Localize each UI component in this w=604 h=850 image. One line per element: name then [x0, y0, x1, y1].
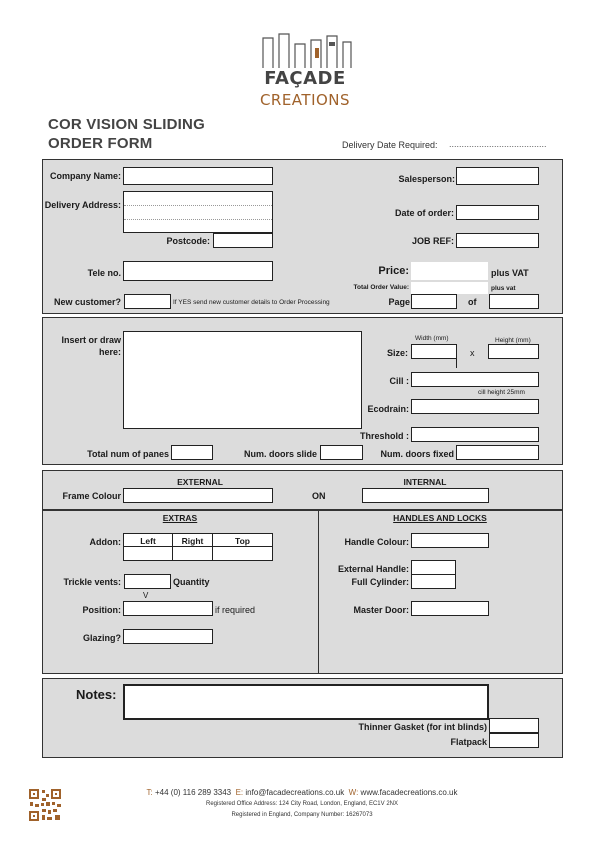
insert-draw-label-1: Insert or draw — [61, 335, 121, 345]
ecodrain-label: Ecodrain: — [367, 404, 409, 414]
addon-col-right: Right — [181, 536, 204, 546]
doors-slide-input[interactable] — [320, 445, 363, 460]
salesperson-input[interactable] — [456, 167, 539, 185]
company-name-label: Company Name: — [49, 171, 121, 181]
doors-slide-label: Num. doors slide — [243, 449, 317, 459]
job-ref-input[interactable] — [456, 233, 539, 248]
tel-prefix: T: — [146, 788, 153, 797]
thinner-gasket-input[interactable] — [489, 718, 539, 733]
master-door-label: Master Door: — [353, 605, 409, 615]
registered-company: Registered in England, Company Number: 16267073 — [231, 812, 373, 818]
date-of-order-input[interactable] — [456, 205, 539, 220]
full-cylinder-label: Full Cylinder: — [351, 577, 409, 587]
handles-heading: HANDLES AND LOCKS — [393, 513, 487, 523]
notes-label: Notes: — [76, 687, 117, 702]
total-order-value-label: Total Order Value: — [353, 284, 409, 291]
new-customer-note: If YES send new customer details to Order Processing — [173, 299, 330, 306]
of-label: of — [468, 297, 477, 307]
drawing-area[interactable] — [123, 331, 362, 429]
internal-colour-input[interactable] — [362, 488, 489, 503]
height-input[interactable] — [488, 344, 539, 359]
tele-input[interactable] — [123, 261, 273, 281]
extras-heading: EXTRAS — [162, 513, 198, 523]
salesperson-label: Salesperson: — [398, 174, 455, 184]
delivery-address-input[interactable] — [123, 191, 273, 233]
form-title-line2: ORDER FORM — [48, 135, 153, 152]
postcode-input[interactable] — [213, 233, 273, 248]
external-handle-label: External Handle: — [337, 564, 409, 574]
external-colour-input[interactable] — [123, 488, 273, 503]
plus-vat-label: plus VAT — [491, 268, 529, 278]
page-total-input[interactable] — [489, 294, 539, 309]
company-name-input[interactable] — [123, 167, 273, 185]
addon-col-top: Top — [235, 536, 250, 546]
brand-subname: CREATIONS — [259, 91, 351, 109]
handle-colour-input[interactable] — [411, 533, 489, 548]
web-link[interactable]: www.facadecreations.co.uk — [360, 788, 458, 797]
glazing-input[interactable] — [123, 629, 213, 644]
internal-heading: INTERNAL — [403, 477, 447, 487]
position-label: Position: — [82, 605, 121, 615]
trickle-vents-input[interactable] — [124, 574, 171, 589]
flatpack-input[interactable] — [489, 733, 539, 748]
width-input[interactable] — [411, 344, 457, 359]
notes-input[interactable] — [123, 684, 489, 720]
cill-label: Cill : — [389, 376, 409, 386]
registered-office: Registered Office Address: 124 City Road, London, England, EC1V 2NX — [205, 801, 398, 807]
logo-skyline-icon — [259, 30, 353, 70]
size-label: Size: — [386, 348, 408, 358]
total-order-value-input[interactable] — [411, 282, 488, 294]
doors-fixed-input[interactable] — [456, 445, 539, 460]
width-mm-label: Width (mm) — [415, 335, 449, 342]
form-title-line1: COR VISION SLIDING — [48, 116, 205, 133]
threshold-label: Threshold : — [360, 431, 409, 441]
postcode-label: Postcode: — [166, 236, 210, 246]
page-input[interactable] — [411, 294, 457, 309]
brand-name: FAÇADE — [264, 68, 346, 89]
email-prefix: E: — [235, 788, 244, 797]
external-handle-input[interactable] — [411, 560, 456, 575]
doors-fixed-label: Num. doors fixed — [380, 449, 454, 459]
total-panes-input[interactable] — [171, 445, 213, 460]
glazing-label: Glazing? — [83, 633, 121, 643]
address-line-divider — [124, 219, 272, 220]
threshold-input[interactable] — [411, 427, 539, 442]
tel-number: +44 (0) 116 289 3343 — [154, 788, 232, 797]
addon-top-input[interactable] — [212, 546, 273, 561]
email-link[interactable]: info@facadecreations.co.uk — [245, 788, 345, 797]
cill-height-note: cill height 25mm — [478, 389, 525, 396]
if-required-label: if required — [215, 605, 256, 615]
total-panes-label: Total num of panes — [87, 449, 169, 459]
delivery-address-label: Delivery Address: — [44, 200, 121, 210]
handle-colour-label: Handle Colour: — [344, 537, 409, 547]
position-input[interactable] — [123, 601, 213, 616]
delivery-date-field[interactable]: ....................................... — [449, 139, 547, 149]
job-ref-label: JOB REF: — [411, 236, 454, 246]
addon-col-left: Left — [140, 536, 156, 546]
flatpack-label: Flatpack — [450, 737, 487, 747]
full-cylinder-input[interactable] — [411, 574, 456, 589]
date-of-order-label: Date of order: — [394, 208, 454, 218]
quantity-label: Quantity — [173, 577, 210, 587]
price-label: Price: — [378, 265, 409, 277]
page-label: Page — [388, 297, 410, 307]
plus-vat-small-label: plus vat — [491, 285, 516, 292]
cill-input[interactable] — [411, 372, 539, 387]
price-input[interactable] — [411, 262, 488, 280]
frame-colour-label: Frame Colour — [62, 491, 121, 501]
addon-right-input[interactable] — [172, 546, 213, 561]
web-prefix: W: — [348, 788, 359, 797]
addon-left-input[interactable] — [123, 546, 173, 561]
delivery-date-label: Delivery Date Required: — [342, 140, 438, 150]
external-heading: EXTERNAL — [177, 477, 223, 487]
new-customer-label: New customer? — [53, 297, 121, 307]
width-marker — [456, 344, 457, 368]
insert-draw-label-2: here: — [98, 347, 121, 357]
height-mm-label: Height (mm) — [495, 337, 531, 344]
master-door-input[interactable] — [411, 601, 489, 616]
times-symbol: x — [470, 348, 475, 358]
new-customer-input[interactable] — [124, 294, 171, 309]
footer-contact-line — [0, 788, 604, 797]
trickle-vents-label: Trickle vents: — [63, 577, 121, 587]
thinner-gasket-label: Thinner Gasket (for int blinds) — [358, 722, 487, 732]
ecodrain-input[interactable] — [411, 399, 539, 414]
on-label: ON — [312, 491, 326, 501]
addon-label: Addon: — [89, 537, 121, 547]
address-line-divider — [124, 205, 272, 206]
logo — [255, 30, 355, 110]
v-marker: V — [143, 591, 149, 600]
tele-label: Tele no. — [87, 268, 121, 278]
